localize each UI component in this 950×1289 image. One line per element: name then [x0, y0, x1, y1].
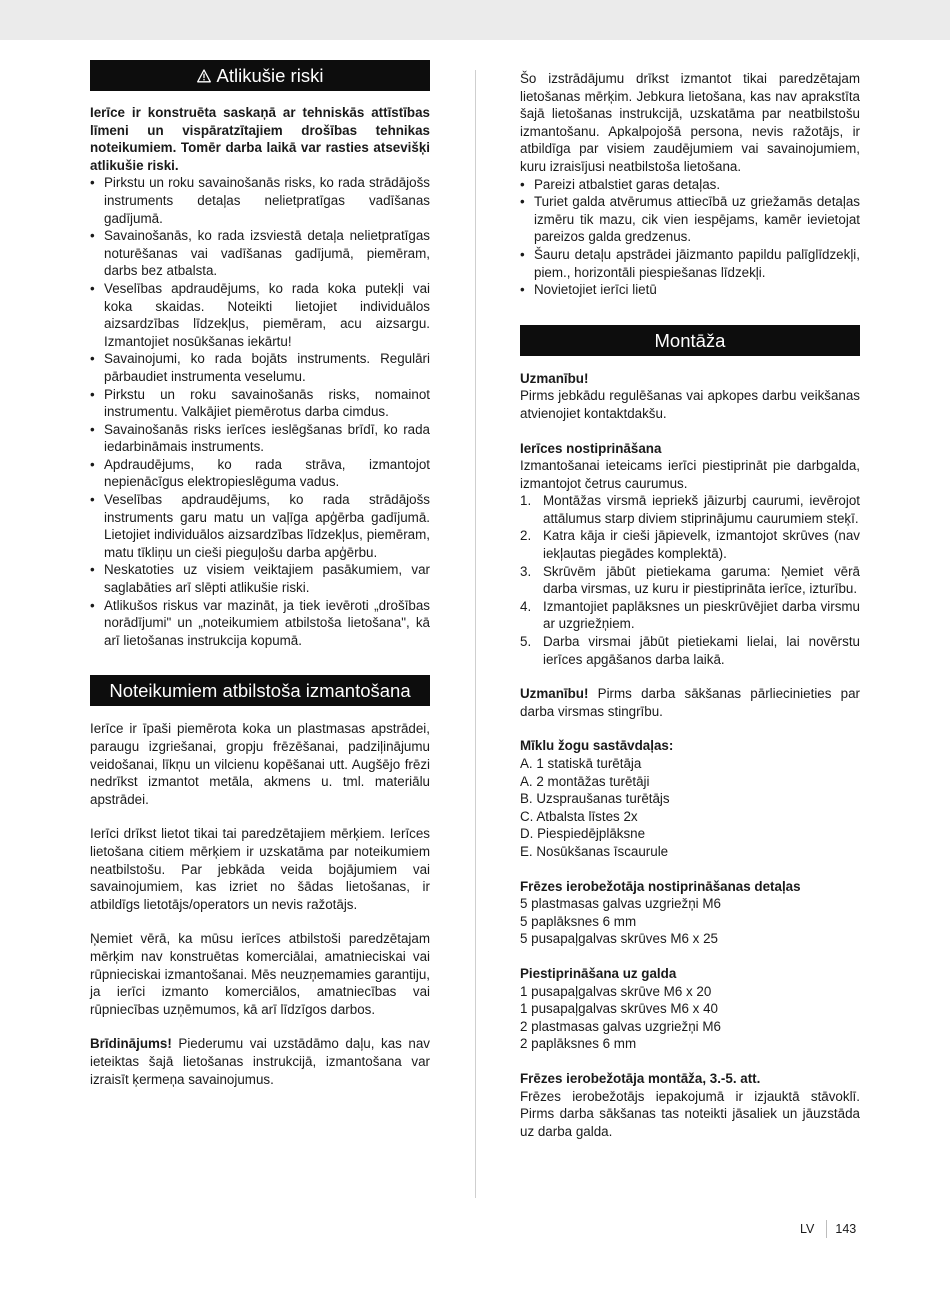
warning-label: Brīdinājums!: [90, 1036, 172, 1052]
list-item: 5 paplāksnes 6 mm: [520, 913, 637, 929]
fixing-intro: Izmantošanai ieteicams ierīci piestiprināt pie darbgalda, izmantojot četrus caurumus.: [520, 458, 860, 491]
list-item: 2. Katra kāja ir cieši jāpievelk, izmantojot skrūves (nav iekļautas piegādes komplektā).: [520, 528, 860, 562]
page-footer: [800, 1220, 856, 1238]
parts-heading: Mīklu žogu sastāvdaļas:: [520, 738, 674, 754]
intended-use-paragraph-1: Ierīce ir īpaši piemērota koka un plastmasas apstrādei, paraugu izgriešanai, gropju frēzēšanai, padziļinājumu veidošanai, līkņu un vilcienu kopēšanai utt. Augšējo frēzi nedrīkst izmantot metāla, akmens u. tml. materiālu apstrādei.: [90, 721, 430, 807]
right-column: [520, 70, 860, 1140]
risks-heading-text: Atlikušie riski: [216, 65, 324, 86]
attention-paragraph-2: [520, 685, 860, 720]
table-fix-list: [520, 983, 860, 1053]
list-item: • Savainojumi, ko rada bojāts instruments. Regulāri pārbaudiet instrumenta veselumu.: [90, 350, 430, 385]
risks-heading: [90, 60, 430, 91]
risks-list: [90, 174, 430, 649]
limiter-parts-list: [520, 895, 860, 948]
list-item: A. 2 montāžas turētāji: [520, 773, 650, 789]
intended-use-paragraph-3: Ņemiet vērā, ka mūsu ierīces atbilstoši paredzētajam mērķim nav konstruētas komerciālai, amatnieciskai vai rūpnieciskai izmantošanai. Mēs neuzņemamies garantiju, ja ierīci izmanto komerciālos, amatniecības vai rūpniecības uzņēmumos, kā arī līdzīgos darbos.: [90, 931, 430, 1017]
list-item: E. Nosūkšanas īscaurule: [520, 843, 669, 859]
list-item: • Pareizi atbalstiet garas detaļas.: [520, 176, 860, 194]
list-item: • Veselības apdraudējums, ko rada koka putekļi vai koka skaidas. Noteikti lietojiet individuālos aizsardzības līdzekļus, piemēram, acu aizsargu. Izmantojiet nosūkšanas iekārtu!: [90, 280, 430, 350]
list-item: • Savainošanās risks ierīces ieslēgšanas brīdī, ko rada iedarbināmais instruments.: [90, 421, 430, 456]
list-item: • Pirkstu un roku savainošanās risks, nomainot instrumentu. Valkājiet piemērotus darba cimdus.: [90, 386, 430, 421]
list-item: • Šauru detaļu apstrādei jāizmanto papildu palīglīdzekļi, piem., horizontāli piespiešanas līdzekļi.: [520, 246, 860, 281]
list-item: • Turiet galda atvērumus attiecībā uz griežamās detaļas izmēru tik mazu, cik vien iespējams, kamēr ievietojat pareizos galda gredzenus.: [520, 193, 860, 246]
list-item: • Novietojiet ierīci lietū: [520, 281, 860, 299]
attention-label: Uzmanību!: [520, 370, 589, 386]
intended-use-continued: Šo izstrādājumu drīkst izmantot tikai paredzētajam lietošanas mērķim. Jebkura lietošana, kas nav aprakstīta šajā lietošanas instrukcijā, uzskatāma par neatbilstošu izmantošanu. Apkalpojošā persona, nevis ražotājs, ir atbildīga par visiem zaudējumiem vai savainojumiem, kuru izraisījusi neatbilstoša lietošana.: [520, 71, 860, 174]
parts-list: [520, 755, 860, 861]
list-item: 1 pusapaļgalvas skrūves M6 x 40: [520, 1001, 718, 1017]
limiter-parts-heading: Frēzes ierobežotāja nostiprināšanas detaļas: [520, 878, 801, 894]
list-item: 1 pusapaļgalvas skrūve M6 x 20: [520, 983, 712, 999]
language-code: LV: [800, 1220, 827, 1238]
list-item: 1. Montāžas virsmā iepriekš jāizurbj caurumi, ievērojot attālumus starp diviem stiprinājumu caurumiem steķī.: [520, 493, 860, 526]
fixing-heading: Ierīces nostiprināšana: [520, 440, 662, 456]
intended-use-heading: Noteikumiem atbilstoša izmantošana: [90, 675, 430, 706]
left-column: [90, 60, 430, 1088]
list-item: • Veselības apdraudējums, ko rada strādājošs instruments garu matu un vaļīga apģērba gadījumā. Lietojiet individuālos aizsardzības līdzekļus, piemēram, matu tīkliņu un cieši pieguļošu darba apģērbu.: [90, 491, 430, 561]
list-item: B. Uzspraušanas turētājs: [520, 791, 670, 807]
page-number: 143: [835, 1222, 857, 1236]
handling-list: [520, 176, 860, 299]
list-item: 5 pusapaļgalvas skrūves M6 x 25: [520, 931, 718, 947]
list-item: 2 plastmasas galvas uzgriežņi M6: [520, 1018, 721, 1034]
attention-text-2: Pirms darba sākšanas pārliecinieties par darba virsmas stingrību.: [520, 686, 860, 719]
limiter-mount-text: Frēzes ierobežotājs iepakojumā ir izjauktā stāvoklī. Pirms darba sākšanas tas noteikti jāsaliek un jāuzstāda uz darba galda.: [520, 1088, 860, 1139]
list-item: 4. Izmantojiet paplāksnes un pieskrūvējiet darba virsmu ar uzgriežņiem.: [520, 598, 860, 632]
assembly-heading: Montāža: [520, 325, 860, 356]
list-item: A. 1 statiskā turētāja: [520, 756, 642, 771]
warning-triangle-icon: [197, 69, 211, 83]
list-item: 5. Darba virsmai jābūt pietiekami lielai, lai novērstu ierīces apgāšanos darba laikā.: [520, 634, 860, 667]
list-item: • Pirkstu un roku savainošanās risks, ko rada strādājošs instruments detaļas nelietpratīgas vadīšanas gadījumā.: [90, 174, 430, 227]
list-item: 2 paplāksnes 6 mm: [520, 1036, 637, 1052]
list-item: C. Atbalsta līstes 2x: [520, 808, 638, 824]
risks-intro: Ierīce ir konstruēta saskaņā ar tehniskās attīstības līmeni un vispāratzītajiem drošības tehnikas noteikumiem. Tomēr darba laikā var rasties atsevišķi atlikušie riski.: [90, 105, 430, 173]
list-item: • Atlikušos riskus var mazināt, ja tiek ievēroti „drošības norādījumi" un „noteikumiem atbilstoša lietošana", kā arī lietošanas instrukcija kopumā.: [90, 597, 430, 650]
attention-label-2: Uzmanību!: [520, 686, 589, 702]
limiter-mount-heading: Frēzes ierobežotāja montāža, 3.-5. att.: [520, 1070, 761, 1086]
list-item: D. Piespiedējplāksne: [520, 826, 646, 842]
intended-use-paragraph-2: Ierīci drīkst lietot tikai tai paredzētajiem mērķiem. Ierīces lietošana citiem mērķiem ir uzskatāma par noteikumiem neatbilstošu. Par jebkāda veida bojājumiem vai savainojumiem, kas izriet no šādas lietošanas, ir atbildīgs lietotājs/operators un nevis ražotājs.: [90, 826, 430, 912]
list-item: • Apdraudējums, ko rada strāva, izmantojot nepienācīgus elektropieslēguma vadus.: [90, 456, 430, 491]
warning-paragraph: [90, 1035, 430, 1088]
list-item: 5 plastmasas galvas uzgriežņi M6: [520, 896, 721, 912]
list-item: • Savainošanās, ko rada izsviestā detaļa nelietpratīgas noturēšanas vai vadīšanas gadījumā, piemēram, darbs bez atbalsta.: [90, 227, 430, 280]
column-divider: [475, 70, 476, 1198]
top-band: [0, 0, 950, 40]
warning-text: Piederumu vai uzstādāmo daļu, kas nav ieteiktas šajā lietošanas instrukcijā, izmantošana var izraisīt ķermeņa savainojumus.: [90, 1036, 430, 1087]
attention-text: Pirms jebkādu regulēšanas vai apkopes darbu veikšanas atvienojiet kontaktdakšu.: [520, 388, 860, 421]
table-fix-heading: Piestiprināšana uz galda: [520, 965, 677, 981]
list-item: • Neskatoties uz visiem veiktajiem pasākumiem, var saglabāties arī slēpti atlikušie riski.: [90, 561, 430, 596]
list-item: 3. Skrūvēm jābūt pietiekama garuma: Ņemiet vērā darba virsmas, uz kuru ir piestiprināta ierīce, izturību.: [520, 563, 860, 597]
fixing-steps: [520, 492, 860, 668]
